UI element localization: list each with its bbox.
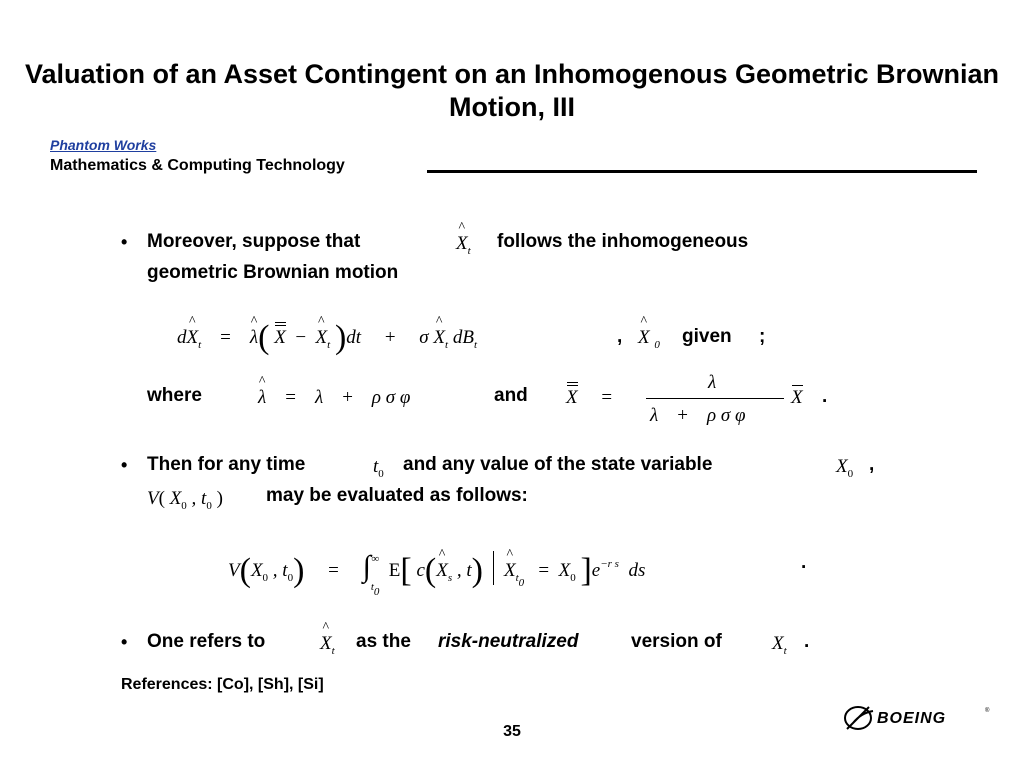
xbar-definition: X =: [566, 387, 613, 408]
sde-equation: d^ $X_t$ = ^ λ( X − ^ $X_t$ )dt + σ ^ $X_t$ $dB_t$: [177, 327, 477, 351]
bullet3-text-version-of: version of: [631, 631, 722, 652]
eq2-period: .: [822, 386, 828, 407]
bullet2-line2: may be evaluated as follows:: [266, 485, 528, 506]
xhat-t-symbol: ^ $X_t$: [320, 633, 335, 657]
bullet-marker: •: [121, 455, 128, 475]
bullet-marker: •: [121, 232, 128, 252]
x0-symbol: $X_0$: [836, 456, 854, 480]
where-label: where: [147, 385, 202, 406]
bullet3-text: One refers to: [147, 631, 266, 652]
eq1-given: given: [682, 326, 732, 347]
bullet1-text: Moreover, suppose that: [147, 231, 361, 252]
xhat-t-symbol: ^ $X_t$: [456, 233, 471, 257]
and-label: and: [494, 385, 528, 406]
page-number: 35: [503, 723, 521, 740]
value-function-symbol: V( $X_0$ , $t_0$ ): [147, 488, 223, 512]
risk-neutralized-term: risk-neutralized: [438, 631, 579, 652]
xbar-symbol: X: [791, 387, 803, 408]
t0-symbol: $t_0$: [373, 456, 384, 480]
department-label: Mathematics & Computing Technology: [50, 157, 345, 174]
bullet2-text: Then for any time: [147, 454, 306, 475]
svg-text:®: ®: [985, 708, 990, 714]
eq1-semicolon: ;: [759, 326, 766, 347]
slide-title: Valuation of an Asset Contingent on an Inhomogenous Geometric Brownian Motion, III: [24, 59, 1000, 122]
eq3-period: .: [801, 552, 807, 573]
boeing-logo: [843, 703, 993, 738]
header-rule: [427, 170, 977, 173]
references: References: [Co], [Sh], [Si]: [121, 676, 324, 693]
boeing-wordmark: BOEING: [877, 710, 947, 727]
eq1-comma: ,: [617, 326, 623, 347]
bullet1-line2: geometric Brownian motion: [147, 262, 399, 283]
valuation-integral: $V(X_0$ , $t_0$) = $\int_{t_0}^\infty$ E[ c(^ $X_s$ , t)^ $X_{t_0} = X_0$ ]$e^{-r s}$ ds: [228, 550, 645, 598]
boeing-logo-icon: [843, 703, 993, 733]
x-t-symbol: $X_t$: [772, 633, 787, 657]
bullet2-text-cont: and any value of the state variable: [403, 454, 713, 475]
fraction-numerator: λ: [708, 372, 717, 393]
bullet1-text-cont: follows the inhomogeneous: [497, 231, 749, 252]
bullet-marker: •: [121, 632, 128, 652]
lambda-hat-definition: ^ λ = λ + ρ σ φ: [258, 387, 410, 409]
brand-label: Phantom Works: [50, 137, 157, 153]
fraction-denominator: λ + ρ σ φ: [650, 405, 746, 426]
xhat-0-symbol: ^ X $_0$: [638, 327, 660, 351]
fraction-bar: [646, 398, 784, 399]
bullet2-comma: ,: [869, 454, 875, 475]
bullet3-text-as-the: as the: [356, 631, 411, 652]
bullet3-period: .: [804, 631, 810, 652]
